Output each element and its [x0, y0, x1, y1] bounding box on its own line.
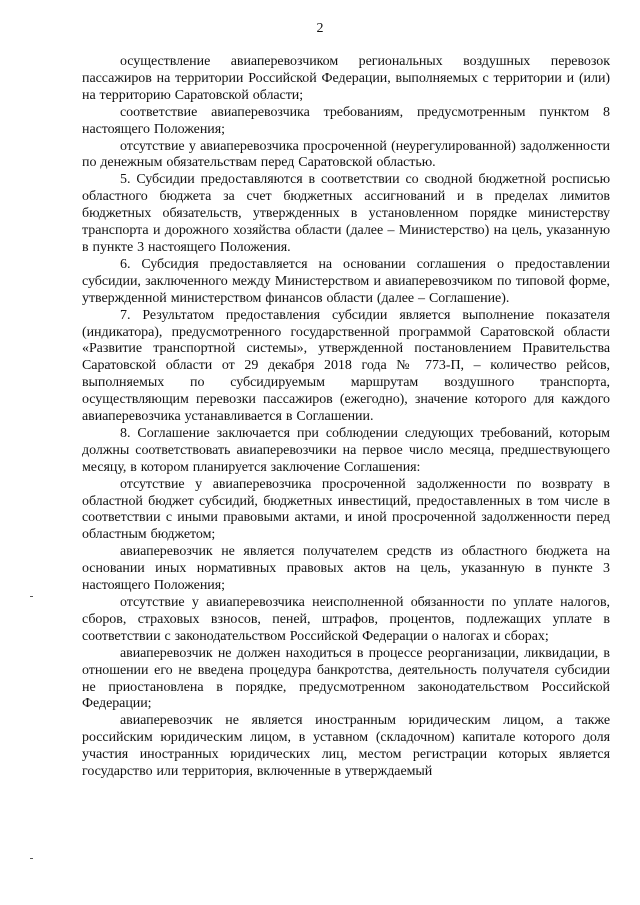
paragraph: 6. Субсидия предоставляется на основании соглашения о предоставлении субсидии, заключенного между Министерством и авиаперевозчиком по типовой форме, утвержденной министерством финансов области (далее – Соглашение). [82, 256, 610, 306]
paragraph: авиаперевозчик не является иностранным юридическим лицом, а также российским юридическим лицом, в уставном (складочном) капитале которого доля участия иностранных юридических лиц, местом регистрации которых является государство или территория, включенные в утверждаемый [82, 713, 610, 780]
paragraph: авиаперевозчик не должен находиться в процессе реорганизации, ликвидации, в отношении его не введена процедура банкротства, деятельность получателя субсидии не приостановлена в порядке, предусмотренном законодательством Российской Федерации; [82, 645, 610, 712]
scan-speck [30, 596, 33, 597]
page-number: 2 [316, 21, 324, 36]
paragraph: 5. Субсидии предоставляются в соответствии со сводной бюджетной росписью областного бюджета за счет бюджетных ассигнований и в пределах лимитов бюджетных обязательств, утвержденных в установленном порядке министерству транспорта и дорожного хозяйства области (далее – Министерство) на цель, указанную в пункте 3 настоящего Положения. [82, 172, 610, 255]
paragraph: авиаперевозчик не является получателем средств из областного бюджета на основании иных нормативных правовых актов на цель, указанную в пункте 3 настоящего Положения; [82, 544, 610, 594]
document-body [82, 54, 610, 781]
paragraph: отсутствие у авиаперевозчика просроченной (неурегулированной) задолженности по денежным обязательствам перед Саратовской областью. [82, 138, 610, 171]
paragraph: отсутствие у авиаперевозчика неисполненной обязанности по уплате налогов, сборов, страховых взносов, пеней, штрафов, процентов, подлежащих уплате в соответствии с законодательством Российской Федерации о налогах и сборах; [82, 595, 610, 644]
paragraph: соответствие авиаперевозчика требованиям, предусмотренным пунктом 8 настоящего Положения; [82, 104, 610, 137]
paragraph: отсутствие у авиаперевозчика просроченной задолженности по возврату в областной бюджет субсидий, бюджетных инвестиций, предоставленных в том числе в соответствии с иными правовыми актами, и иной просроченной задолженности перед областным бюджетом; [82, 476, 610, 543]
paragraph: 8. Соглашение заключается при соблюдении следующих требований, которым должны соответствовать авиаперевозчики на первое число месяца, предшествующего месяцу, в котором планируется заключение Соглашения: [82, 425, 610, 475]
scan-speck [30, 858, 33, 859]
paragraph: осуществление авиаперевозчиком региональных воздушных перевозок пассажиров на территории Российской Федерации, выполняемых с территории и (или) на территорию Саратовской области; [82, 54, 610, 103]
paragraph: 7. Результатом предоставления субсидии является выполнение показателя (индикатора), предусмотренного государственной программой Саратовской области «Развитие транспортной системы», утвержденной постановлением Правительства Саратовской области от 29 декабря 2018 года № 773-П, – количество рейсов, выполняемых по субсидируемым маршрутам воздушного транспорта, осуществляющим перевозки пассажиров (ежегодно), значение которого для каждого авиаперевозчика устанавливается в Соглашении. [82, 307, 610, 425]
